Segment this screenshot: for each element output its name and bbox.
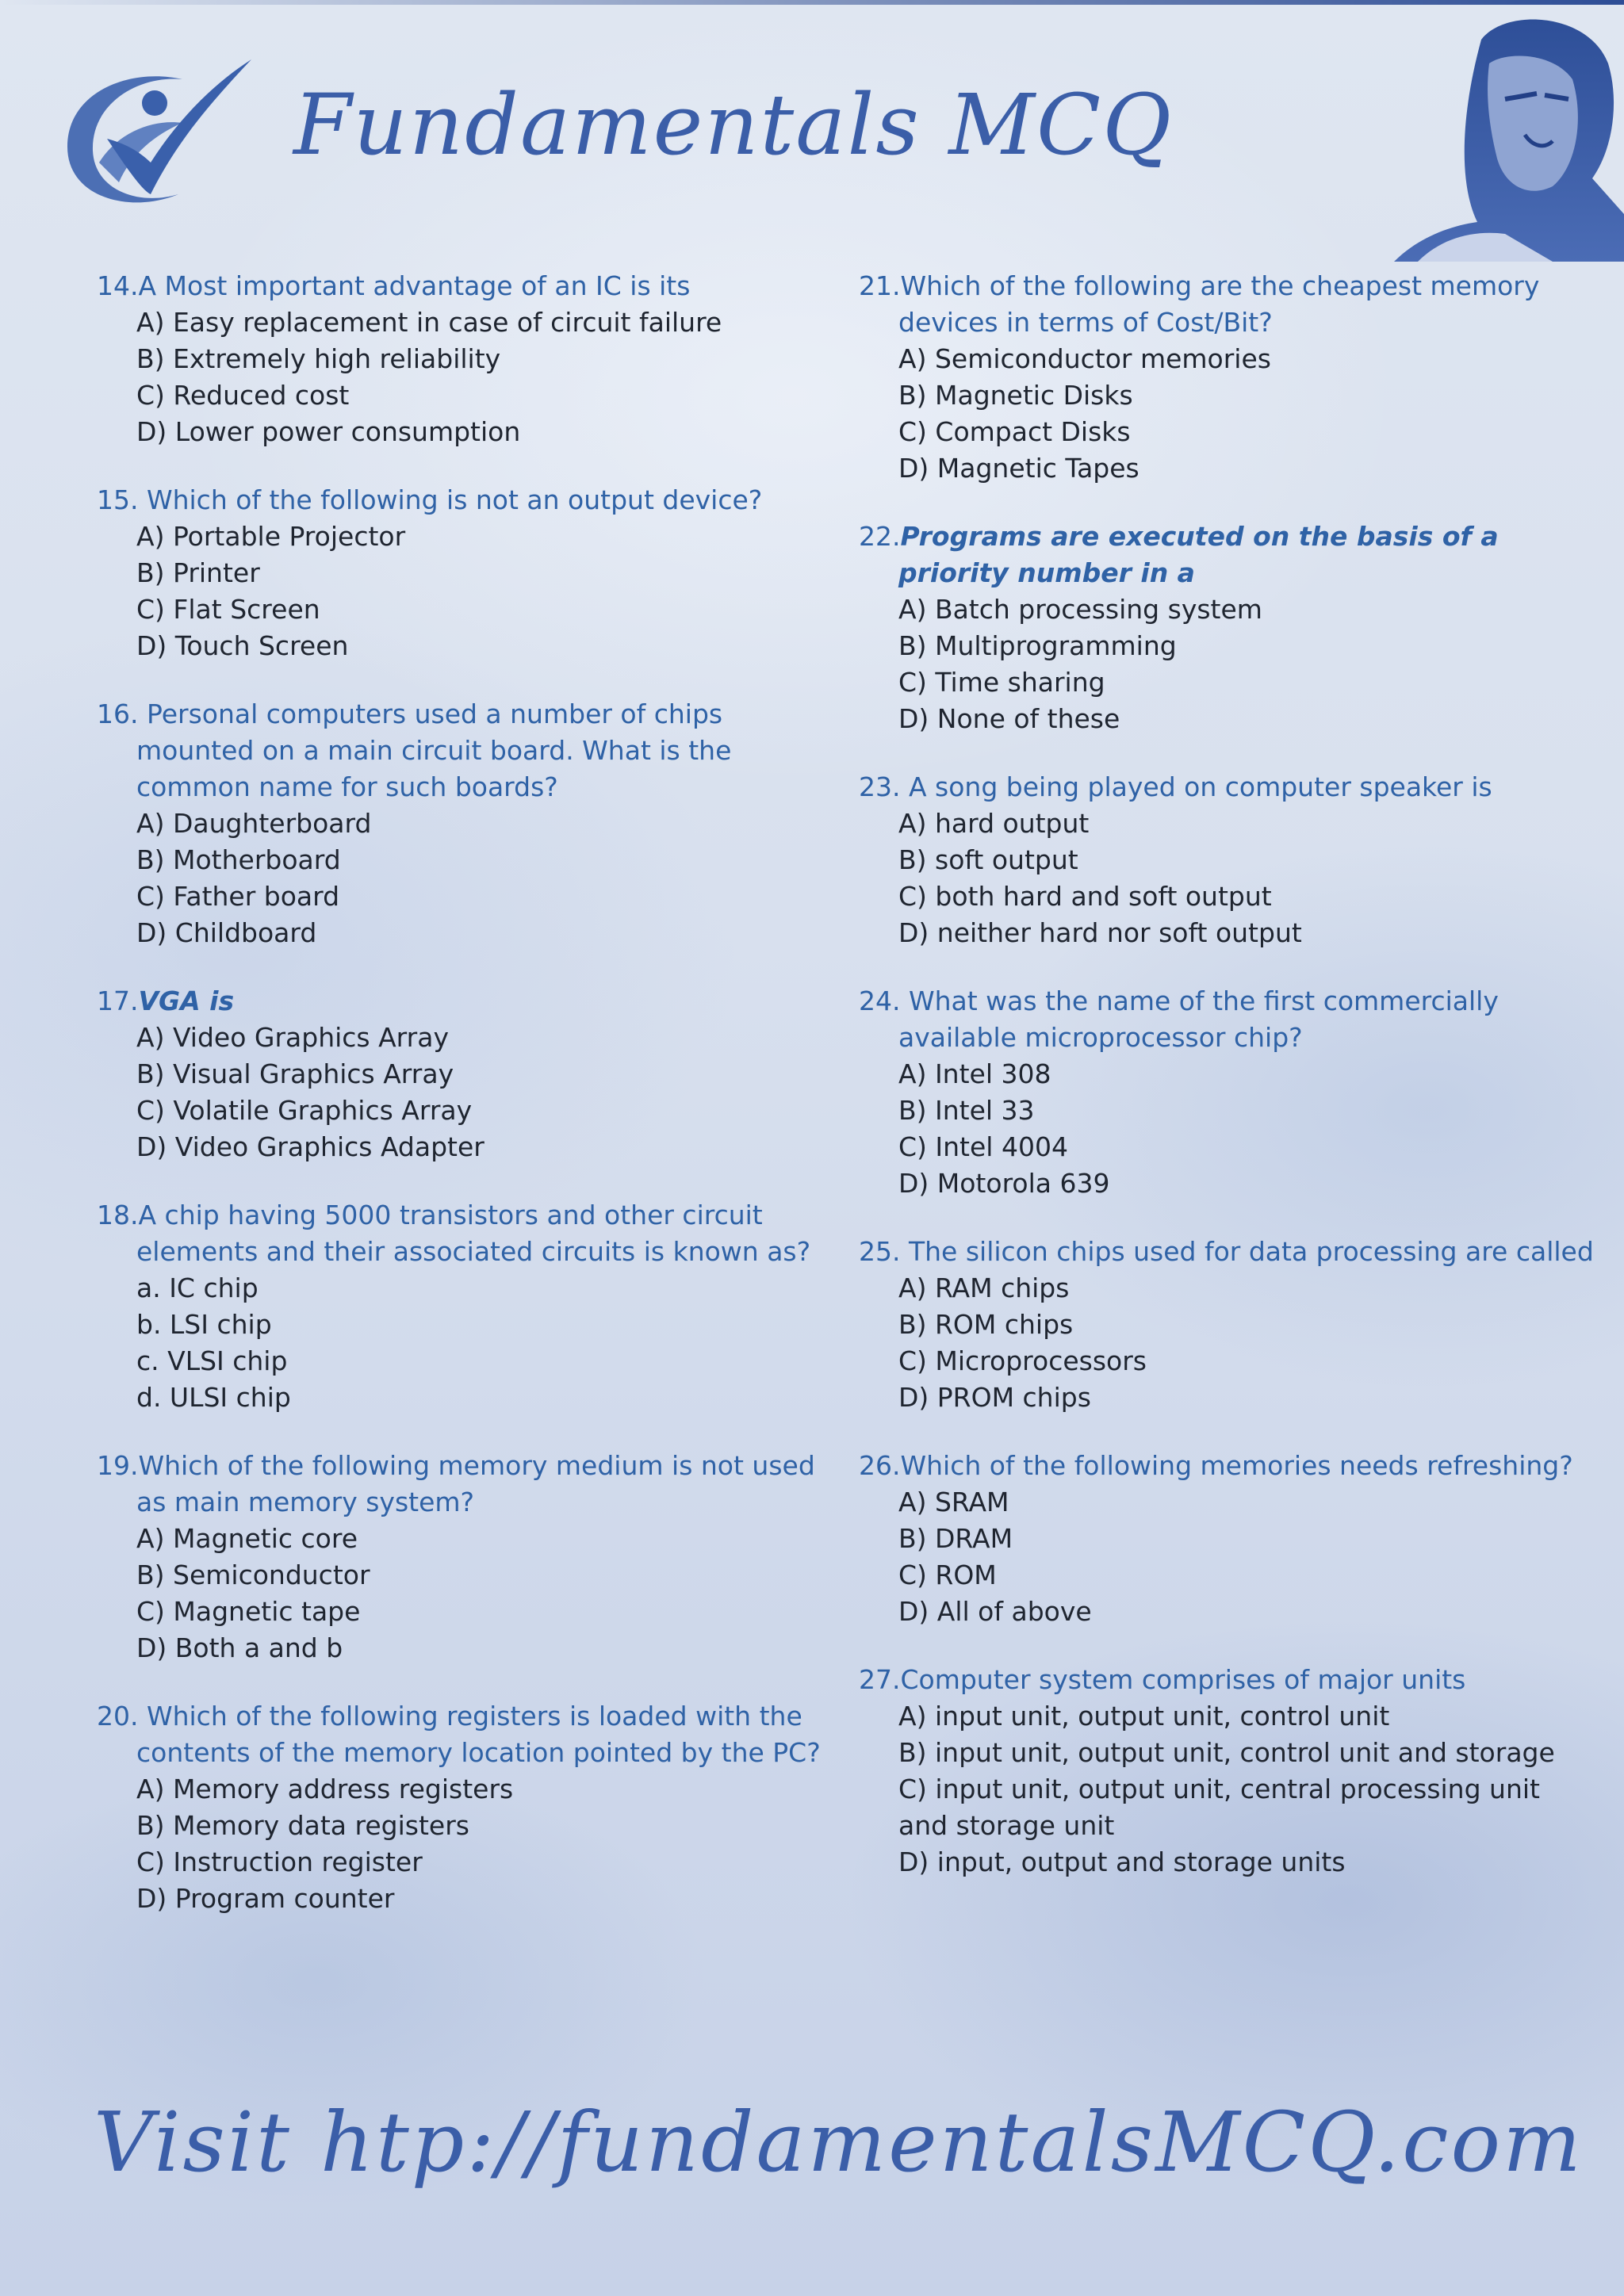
question-block (97, 1448, 834, 1667)
answer-option: C) Intel 4004 (898, 1131, 1068, 1162)
answer-options (859, 1270, 1596, 1416)
question-text (97, 1698, 834, 1771)
logo-icon (44, 44, 258, 226)
question-body: Computer system comprises of major units (900, 1664, 1466, 1695)
question-number: 24. (859, 985, 901, 1016)
answer-option: A) Magnetic core (136, 1523, 358, 1554)
question-block (859, 268, 1596, 487)
answer-option: D) None of these (898, 703, 1120, 734)
question-body: VGA is (138, 985, 235, 1016)
answer-option: A) Video Graphics Array (136, 1022, 449, 1053)
answer-options (859, 591, 1596, 737)
question-number: 27. (859, 1664, 901, 1695)
question-text (97, 696, 834, 806)
answer-option: B) Intel 33 (898, 1095, 1035, 1126)
answer-options (859, 1484, 1596, 1630)
answer-option: D) neither hard nor soft output (898, 917, 1302, 948)
question-number: 19. (97, 1450, 139, 1481)
question-body: Which of the following are the cheapest memory devices in terms of Cost/Bit? (898, 270, 1540, 338)
question-number: 14. (97, 270, 139, 301)
answer-option: C) ROM (898, 1559, 997, 1590)
answer-option: A) Daughterboard (136, 808, 372, 839)
question-block (97, 1197, 834, 1416)
question-block (859, 769, 1596, 951)
answer-options (859, 341, 1596, 487)
answer-option: B) ROM chips (898, 1309, 1074, 1340)
answer-option: D) Both a and b (136, 1632, 343, 1663)
answer-option: B) Magnetic Disks (898, 380, 1133, 411)
answer-option: d. ULSI chip (136, 1382, 291, 1413)
question-block (97, 482, 834, 664)
answer-option: A) Memory address registers (136, 1774, 514, 1804)
answer-option: D) Touch Screen (136, 630, 349, 661)
answer-option: C) Flat Screen (136, 594, 320, 625)
answer-options (97, 519, 834, 664)
answer-option: D) Motorola 639 (898, 1168, 1110, 1199)
answer-option: D) Childboard (136, 917, 317, 948)
question-text (97, 482, 834, 519)
answer-option: D) PROM chips (898, 1382, 1091, 1413)
answer-option: B) Memory data registers (136, 1810, 469, 1841)
question-block (859, 1234, 1596, 1416)
answer-option: D) Lower power consumption (136, 416, 521, 447)
author-portrait (1386, 8, 1624, 262)
question-body: The silicon chips used for data processing are called (900, 1236, 1594, 1267)
answer-option: B) Motherboard (136, 844, 341, 875)
answer-option: A) SRAM (898, 1487, 1009, 1517)
footer-website-banner: Visit htp://fundamentalsMCQ.com (94, 2094, 1584, 2191)
answer-option: B) Extremely high reliability (136, 343, 501, 374)
answer-option: C) Reduced cost (136, 380, 350, 411)
question-text (859, 1448, 1596, 1484)
answer-option: B) Printer (136, 557, 260, 588)
question-body: A Most important advantage of an IC is its (138, 270, 691, 301)
answer-option: b. LSI chip (136, 1309, 272, 1340)
answer-option: D) Program counter (136, 1883, 395, 1914)
answer-option: B) input unit, output unit, control unit and storage (898, 1737, 1555, 1768)
right-question-column (859, 268, 1596, 1912)
answer-option: C) Volatile Graphics Array (136, 1095, 473, 1126)
answer-options (859, 1056, 1596, 1202)
answer-option: A) Batch processing system (898, 594, 1262, 625)
question-number: 15. (97, 484, 139, 515)
answer-option: D) Video Graphics Adapter (136, 1131, 485, 1162)
answer-option: C) Time sharing (898, 667, 1105, 698)
answer-option: C) Microprocessors (898, 1345, 1147, 1376)
question-number: 21. (859, 270, 901, 301)
answer-option: B) soft output (898, 844, 1078, 875)
question-body: What was the name of the first commercially available microprocessor chip? (898, 985, 1499, 1053)
question-text (859, 1662, 1596, 1698)
question-text (859, 983, 1596, 1056)
question-block (97, 268, 834, 450)
answer-option: A) Semiconductor memories (898, 343, 1271, 374)
question-text (859, 1234, 1596, 1270)
answer-option: C) both hard and soft output (898, 881, 1272, 912)
question-block (97, 696, 834, 951)
answer-option: B) DRAM (898, 1523, 1013, 1554)
answer-options (859, 806, 1596, 951)
question-block (859, 1662, 1596, 1881)
question-text (859, 519, 1596, 591)
answer-options (97, 1771, 834, 1917)
answer-option: A) hard output (898, 808, 1090, 839)
question-number: 26. (859, 1450, 901, 1481)
answer-option: a. IC chip (136, 1272, 259, 1303)
answer-option: A) Portable Projector (136, 521, 406, 552)
answer-option: D) input, output and storage units (898, 1846, 1346, 1877)
left-question-column (97, 268, 834, 1949)
question-body: Which of the following registers is loaded with the contents of the memory location pointed by the PC? (136, 1701, 821, 1768)
question-body: Which of the following memory medium is not used as main memory system? (136, 1450, 815, 1517)
answer-option: A) Easy replacement in case of circuit failure (136, 307, 722, 338)
answer-option: C) Instruction register (136, 1846, 423, 1877)
question-block (859, 983, 1596, 1202)
question-number: 18. (97, 1200, 139, 1230)
question-text (97, 268, 834, 304)
question-number: 23. (859, 771, 901, 802)
top-border-rule (0, 0, 1624, 5)
question-number: 17. (97, 985, 139, 1016)
question-body: Which of the following memories needs refreshing? (900, 1450, 1573, 1481)
answer-option: c. VLSI chip (136, 1345, 288, 1376)
answer-option: C) Magnetic tape (136, 1596, 361, 1627)
question-block (859, 1448, 1596, 1630)
question-number: 22. (859, 521, 901, 552)
question-body: Programs are executed on the basis of a priority number in a (898, 521, 1499, 588)
answer-option: C) Compact Disks (898, 416, 1131, 447)
question-body: A chip having 5000 transistors and other circuit elements and their associated circuits is known as? (136, 1200, 811, 1267)
question-body: Personal computers used a number of chips mounted on a main circuit board. What is the common name for such boards? (136, 698, 732, 802)
question-text (97, 1448, 834, 1521)
question-block (97, 983, 834, 1165)
answer-options (97, 806, 834, 951)
page-title: Fundamentals MCQ (293, 76, 1173, 174)
answer-option: B) Multiprogramming (898, 630, 1177, 661)
answer-option: D) All of above (898, 1596, 1092, 1627)
question-number: 16. (97, 698, 139, 729)
answer-option: A) Intel 308 (898, 1058, 1051, 1089)
answer-options (859, 1698, 1596, 1881)
question-text (859, 268, 1596, 341)
answer-option: B) Visual Graphics Array (136, 1058, 454, 1089)
answer-options (97, 304, 834, 450)
question-number: 25. (859, 1236, 901, 1267)
answer-option: C) input unit, output unit, central processing unit and storage unit (898, 1774, 1540, 1841)
question-number: 20. (97, 1701, 139, 1732)
answer-option: A) input unit, output unit, control unit (898, 1701, 1390, 1732)
question-text (97, 1197, 834, 1270)
answer-options (97, 1521, 834, 1667)
answer-options (97, 1270, 834, 1416)
question-text (859, 769, 1596, 806)
answer-option: D) Magnetic Tapes (898, 453, 1139, 484)
answer-option: B) Semiconductor (136, 1559, 370, 1590)
answer-options (97, 1020, 834, 1165)
answer-option: C) Father board (136, 881, 340, 912)
answer-option: A) RAM chips (898, 1272, 1070, 1303)
question-block (859, 519, 1596, 737)
question-text (97, 983, 834, 1020)
question-body: Which of the following is not an output device? (138, 484, 763, 515)
question-body: A song being played on computer speaker is (900, 771, 1492, 802)
question-block (97, 1698, 834, 1917)
